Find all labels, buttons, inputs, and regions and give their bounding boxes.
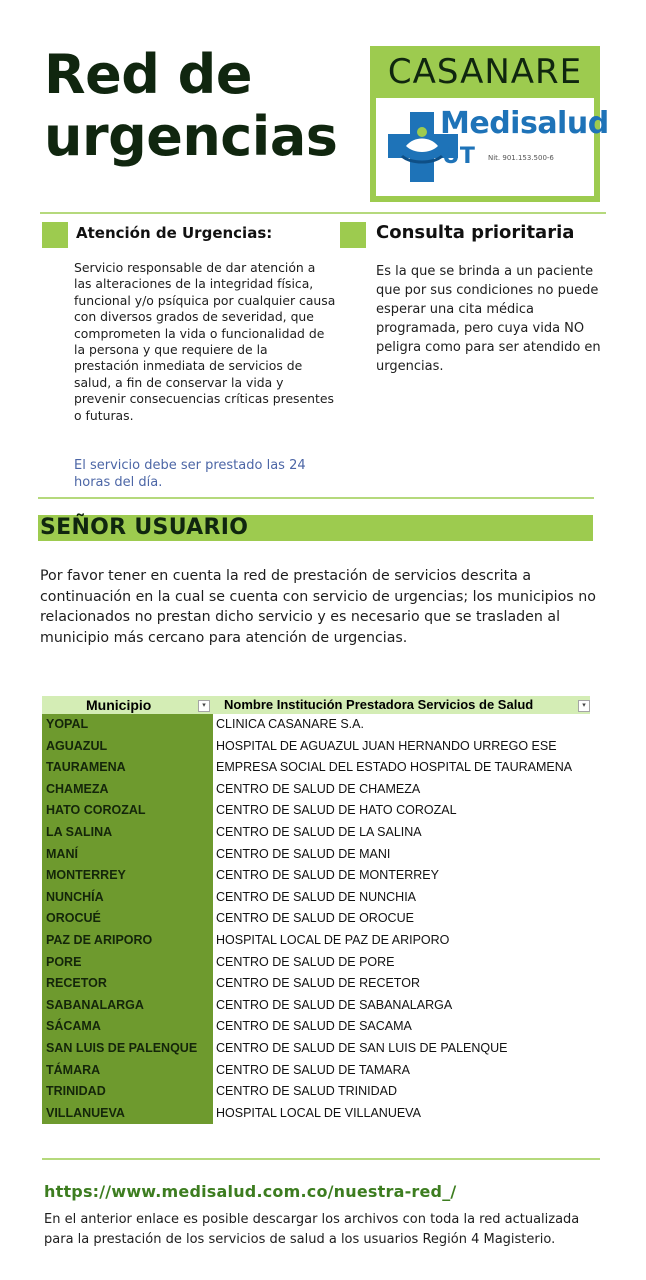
cell-institucion: CENTRO DE SALUD DE HATO COROZAL — [216, 803, 457, 818]
atencion-text: Servicio responsable de dar atención a las alteraciones de la integridad física, funcional y/o psíquica por cualquier causa con diversos grados de severidad, que comprometen la vida o funcionalidad de la persona y que requiere de la prestación inmediata de servicios de salud, a fin de conservar la vida y prevenir consecuencias críticas presentes o futuras. — [74, 260, 336, 423]
cell-municipio: YOPAL — [46, 717, 89, 731]
cell-municipio: TÁMARA — [46, 1062, 101, 1077]
usuario-text: Por favor tener en cuenta la red de prestación de servicios descrita a continuación en la cual se cuenta con servicio de urgencias; los municipios no relacionados no prestan dicho servicio y es necesario que se trasladen al municipio más cercano para atención de urgencias. — [40, 568, 596, 646]
cell-institucion: CENTRO DE SALUD DE TAMARA — [216, 1062, 411, 1077]
title-line-1: Red de — [44, 43, 252, 106]
cell-municipio: AGUAZUL — [46, 738, 108, 753]
logo-nit: Nit. 901.153.500-6 — [488, 154, 554, 162]
cell-institucion: CENTRO DE SALUD DE CHAMEZA — [216, 781, 421, 796]
table-row — [42, 757, 602, 779]
logo-ut: UT — [442, 144, 475, 169]
table-row — [42, 887, 602, 909]
cell-municipio: MANÍ — [46, 846, 78, 861]
table-row — [42, 995, 602, 1017]
cell-municipio: RECETOR — [46, 976, 107, 991]
cell-institucion: CLINICA CASANARE S.A. — [216, 717, 364, 731]
cell-institucion: CENTRO DE SALUD DE SAN LUIS DE PALENQUE — [216, 1041, 508, 1055]
table-row — [42, 800, 602, 822]
cell-municipio: SABANALARGA — [46, 997, 144, 1012]
cell-institucion: CENTRO DE SALUD DE NUNCHIA — [216, 889, 417, 904]
table-row — [42, 865, 602, 887]
table-header — [42, 696, 590, 714]
cell-institucion: HOSPITAL LOCAL DE PAZ DE ARIPORO — [216, 933, 450, 947]
cell-municipio: OROCUÉ — [46, 911, 101, 926]
consulta-text: Es la que se brinda a un paciente que por sus condiciones no puede esperar una cita médica programada, pero cuya vida NO peligra como para ser atendido en urgencias. — [376, 264, 601, 374]
table-row — [42, 1038, 602, 1060]
cell-institucion: EMPRESA SOCIAL DEL ESTADO HOSPITAL DE TAURAMENA — [216, 760, 573, 775]
table-row — [42, 844, 602, 866]
cell-municipio: TAURAMENA — [46, 760, 126, 775]
table-row — [42, 1081, 602, 1103]
cell-institucion: CENTRO DE SALUD DE LA SALINA — [216, 825, 422, 839]
medisalud-logo — [376, 98, 609, 196]
page-title — [44, 44, 374, 168]
header-institucion: Nombre Institución Prestadora Servicios de Salud — [224, 697, 534, 712]
cell-institucion: HOSPITAL DE AGUAZUL JUAN HERNANDO URREGO ESE — [216, 738, 557, 753]
cell-institucion: CENTRO DE SALUD DE SABANALARGA — [216, 997, 453, 1012]
cell-institucion: CENTRO DE SALUD DE RECETOR — [216, 976, 420, 991]
cell-municipio: CHAMEZA — [46, 781, 109, 796]
cell-municipio: NUNCHÍA — [46, 889, 104, 904]
table-row — [42, 930, 602, 952]
cell-municipio: PORE — [46, 954, 82, 969]
cell-institucion: HOSPITAL LOCAL DE VILLANUEVA — [216, 1105, 421, 1120]
cell-municipio: MONTERREY — [46, 868, 126, 883]
filter-dropdown-icon[interactable]: ▾ — [198, 700, 210, 712]
header-municipio: Municipio — [86, 697, 152, 713]
cell-institucion: CENTRO DE SALUD DE PORE — [216, 954, 395, 969]
cell-institucion: CENTRO DE SALUD DE MANI — [216, 846, 391, 861]
table-row — [42, 1016, 602, 1038]
cell-municipio: HATO COROZAL — [46, 803, 146, 818]
cell-institucion: CENTRO DE SALUD DE OROCUE — [216, 911, 414, 926]
consulta-heading: Consulta prioritaria — [376, 222, 575, 243]
table-row — [42, 1060, 602, 1082]
cell-institucion: CENTRO DE SALUD DE MONTERREY — [216, 868, 439, 883]
usuario-heading: SEÑOR USUARIO — [40, 515, 249, 540]
table-row — [42, 1103, 602, 1125]
cell-institucion: CENTRO DE SALUD TRINIDAD — [216, 1084, 398, 1099]
divider-top — [40, 212, 606, 214]
title-line-2: urgencias — [44, 105, 338, 168]
atencion-heading: Atención de Urgencias: — [76, 224, 273, 242]
table-row — [42, 736, 602, 758]
divider-middle — [38, 497, 594, 499]
network-link[interactable]: https://www.medisalud.com.co/nuestra-red_/ — [44, 1182, 457, 1201]
cell-municipio: SÁCAMA — [46, 1019, 101, 1034]
table-row — [42, 973, 602, 995]
table-row — [42, 714, 602, 736]
table-row — [42, 822, 602, 844]
region-label: CASANARE — [387, 52, 583, 92]
footer-text: En el anterior enlace es posible descargar los archivos con toda la red actualizada para la prestación de los servicios de salud a los usuarios Región 4 Magisterio. — [44, 1212, 580, 1247]
cell-institucion: CENTRO DE SALUD DE SACAMA — [216, 1019, 412, 1034]
cell-municipio: PAZ DE ARIPORO — [46, 933, 153, 947]
usuario-band — [38, 515, 593, 541]
table-row — [42, 952, 602, 974]
atencion-note: El servicio debe ser prestado las 24 horas del día. — [74, 458, 306, 490]
cell-municipio: TRINIDAD — [46, 1084, 106, 1099]
brand-box — [370, 46, 609, 202]
divider-bottom — [42, 1158, 600, 1160]
table-row — [42, 779, 602, 801]
cell-municipio: LA SALINA — [46, 825, 113, 839]
logo-name: Medisalud — [440, 106, 609, 141]
table-row — [42, 908, 602, 930]
consulta-square-icon — [340, 222, 366, 248]
filter-dropdown-icon[interactable]: ▾ — [578, 700, 590, 712]
cell-municipio: VILLANUEVA — [46, 1105, 125, 1120]
atencion-square-icon — [42, 222, 68, 248]
cell-municipio: SAN LUIS DE PALENQUE — [46, 1041, 198, 1055]
